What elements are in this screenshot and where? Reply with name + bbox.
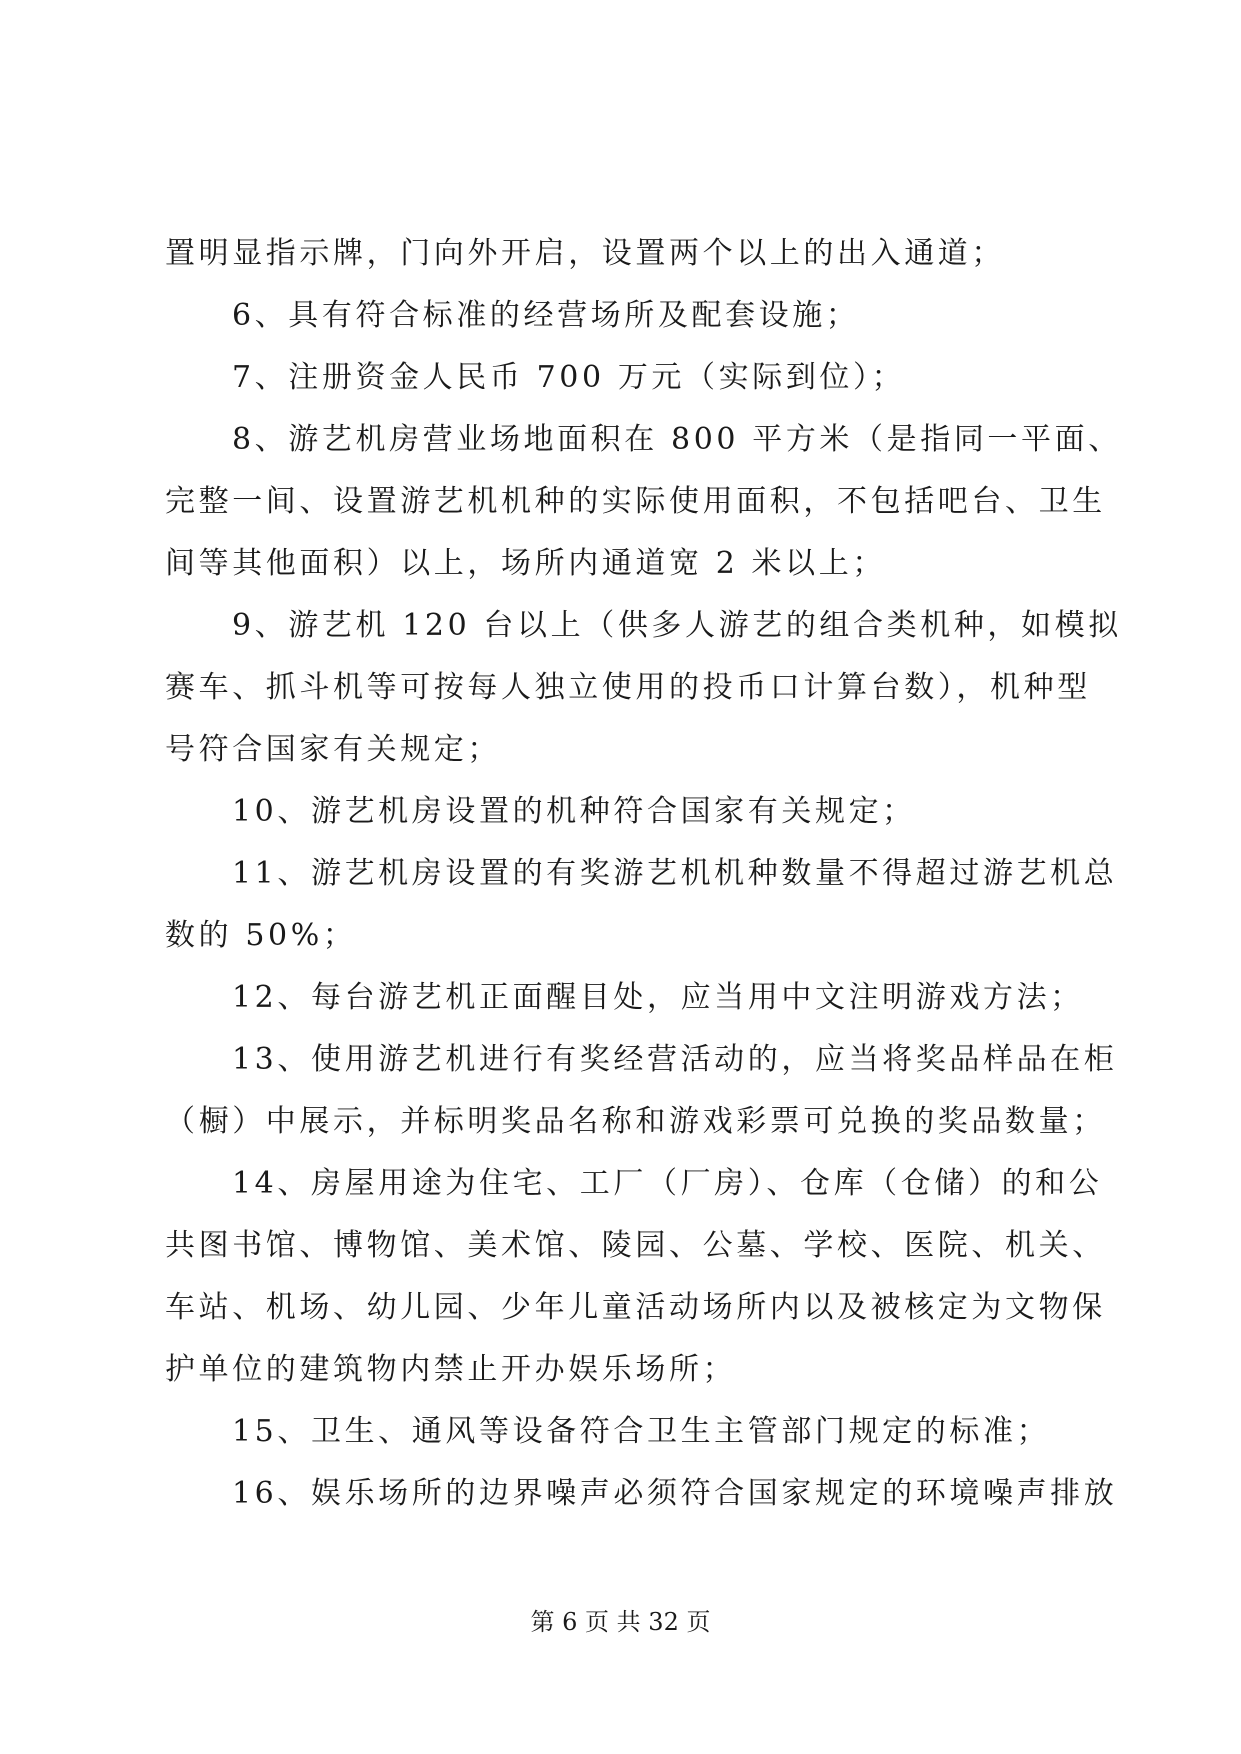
text-line: 完整一间、设置游艺机机种的实际使用面积，不包括吧台、卫生 [165, 484, 1106, 519]
text-line: 13、使用游艺机进行有奖经营活动的，应当将奖品样品在柜 [232, 1042, 1118, 1077]
text-line: 护单位的建筑物内禁止开办娱乐场所； [165, 1352, 737, 1387]
text-line: 号符合国家有关规定； [165, 732, 501, 767]
text-line: 11、游艺机房设置的有奖游艺机机种数量不得超过游艺机总 [232, 856, 1118, 891]
text-line: 间等其他面积）以上，场所内通道宽 2 米以上； [165, 546, 886, 581]
text-line: 12、每台游艺机正面醒目处，应当用中文注明游戏方法； [232, 980, 1084, 1015]
text-line: 6、具有符合标准的经营场所及配套设施； [232, 298, 860, 333]
text-line: 16、娱乐场所的边界噪声必须符合国家规定的环境噪声排放 [232, 1476, 1118, 1511]
text-line: 赛车、抓斗机等可按每人独立使用的投币口计算台数），机种型 [165, 670, 1091, 705]
text-line: （橱）中展示，并标明奖品名称和游戏彩票可兑换的奖品数量； [165, 1104, 1106, 1139]
page-number-footer: 第 6 页 共 32 页 [530, 1608, 711, 1636]
text-line: 8、游艺机房营业场地面积在 800 平方米（是指同一平面、 [232, 422, 1122, 457]
text-line: 14、房屋用途为住宅、工厂（厂房）、仓库（仓储）的和公 [232, 1166, 1103, 1201]
text-line: 10、游艺机房设置的机种符合国家有关规定； [232, 794, 916, 829]
text-line: 共图书馆、博物馆、美术馆、陵园、公墓、学校、医院、机关、 [165, 1228, 1106, 1263]
text-line: 置明显指示牌，门向外开启，设置两个以上的出入通道； [165, 236, 1005, 271]
text-line: 15、卫生、通风等设备符合卫生主管部门规定的标准； [232, 1414, 1051, 1449]
text-line: 数的 50%； [165, 918, 357, 953]
text-line: 9、游艺机 120 台以上（供多人游艺的组合类机种，如模拟 [232, 608, 1122, 643]
text-line: 车站、机场、幼儿园、少年儿童活动场所内以及被核定为文物保 [165, 1290, 1106, 1325]
text-line: 7、注册资金人民币 700 万元（实际到位）； [232, 360, 906, 395]
